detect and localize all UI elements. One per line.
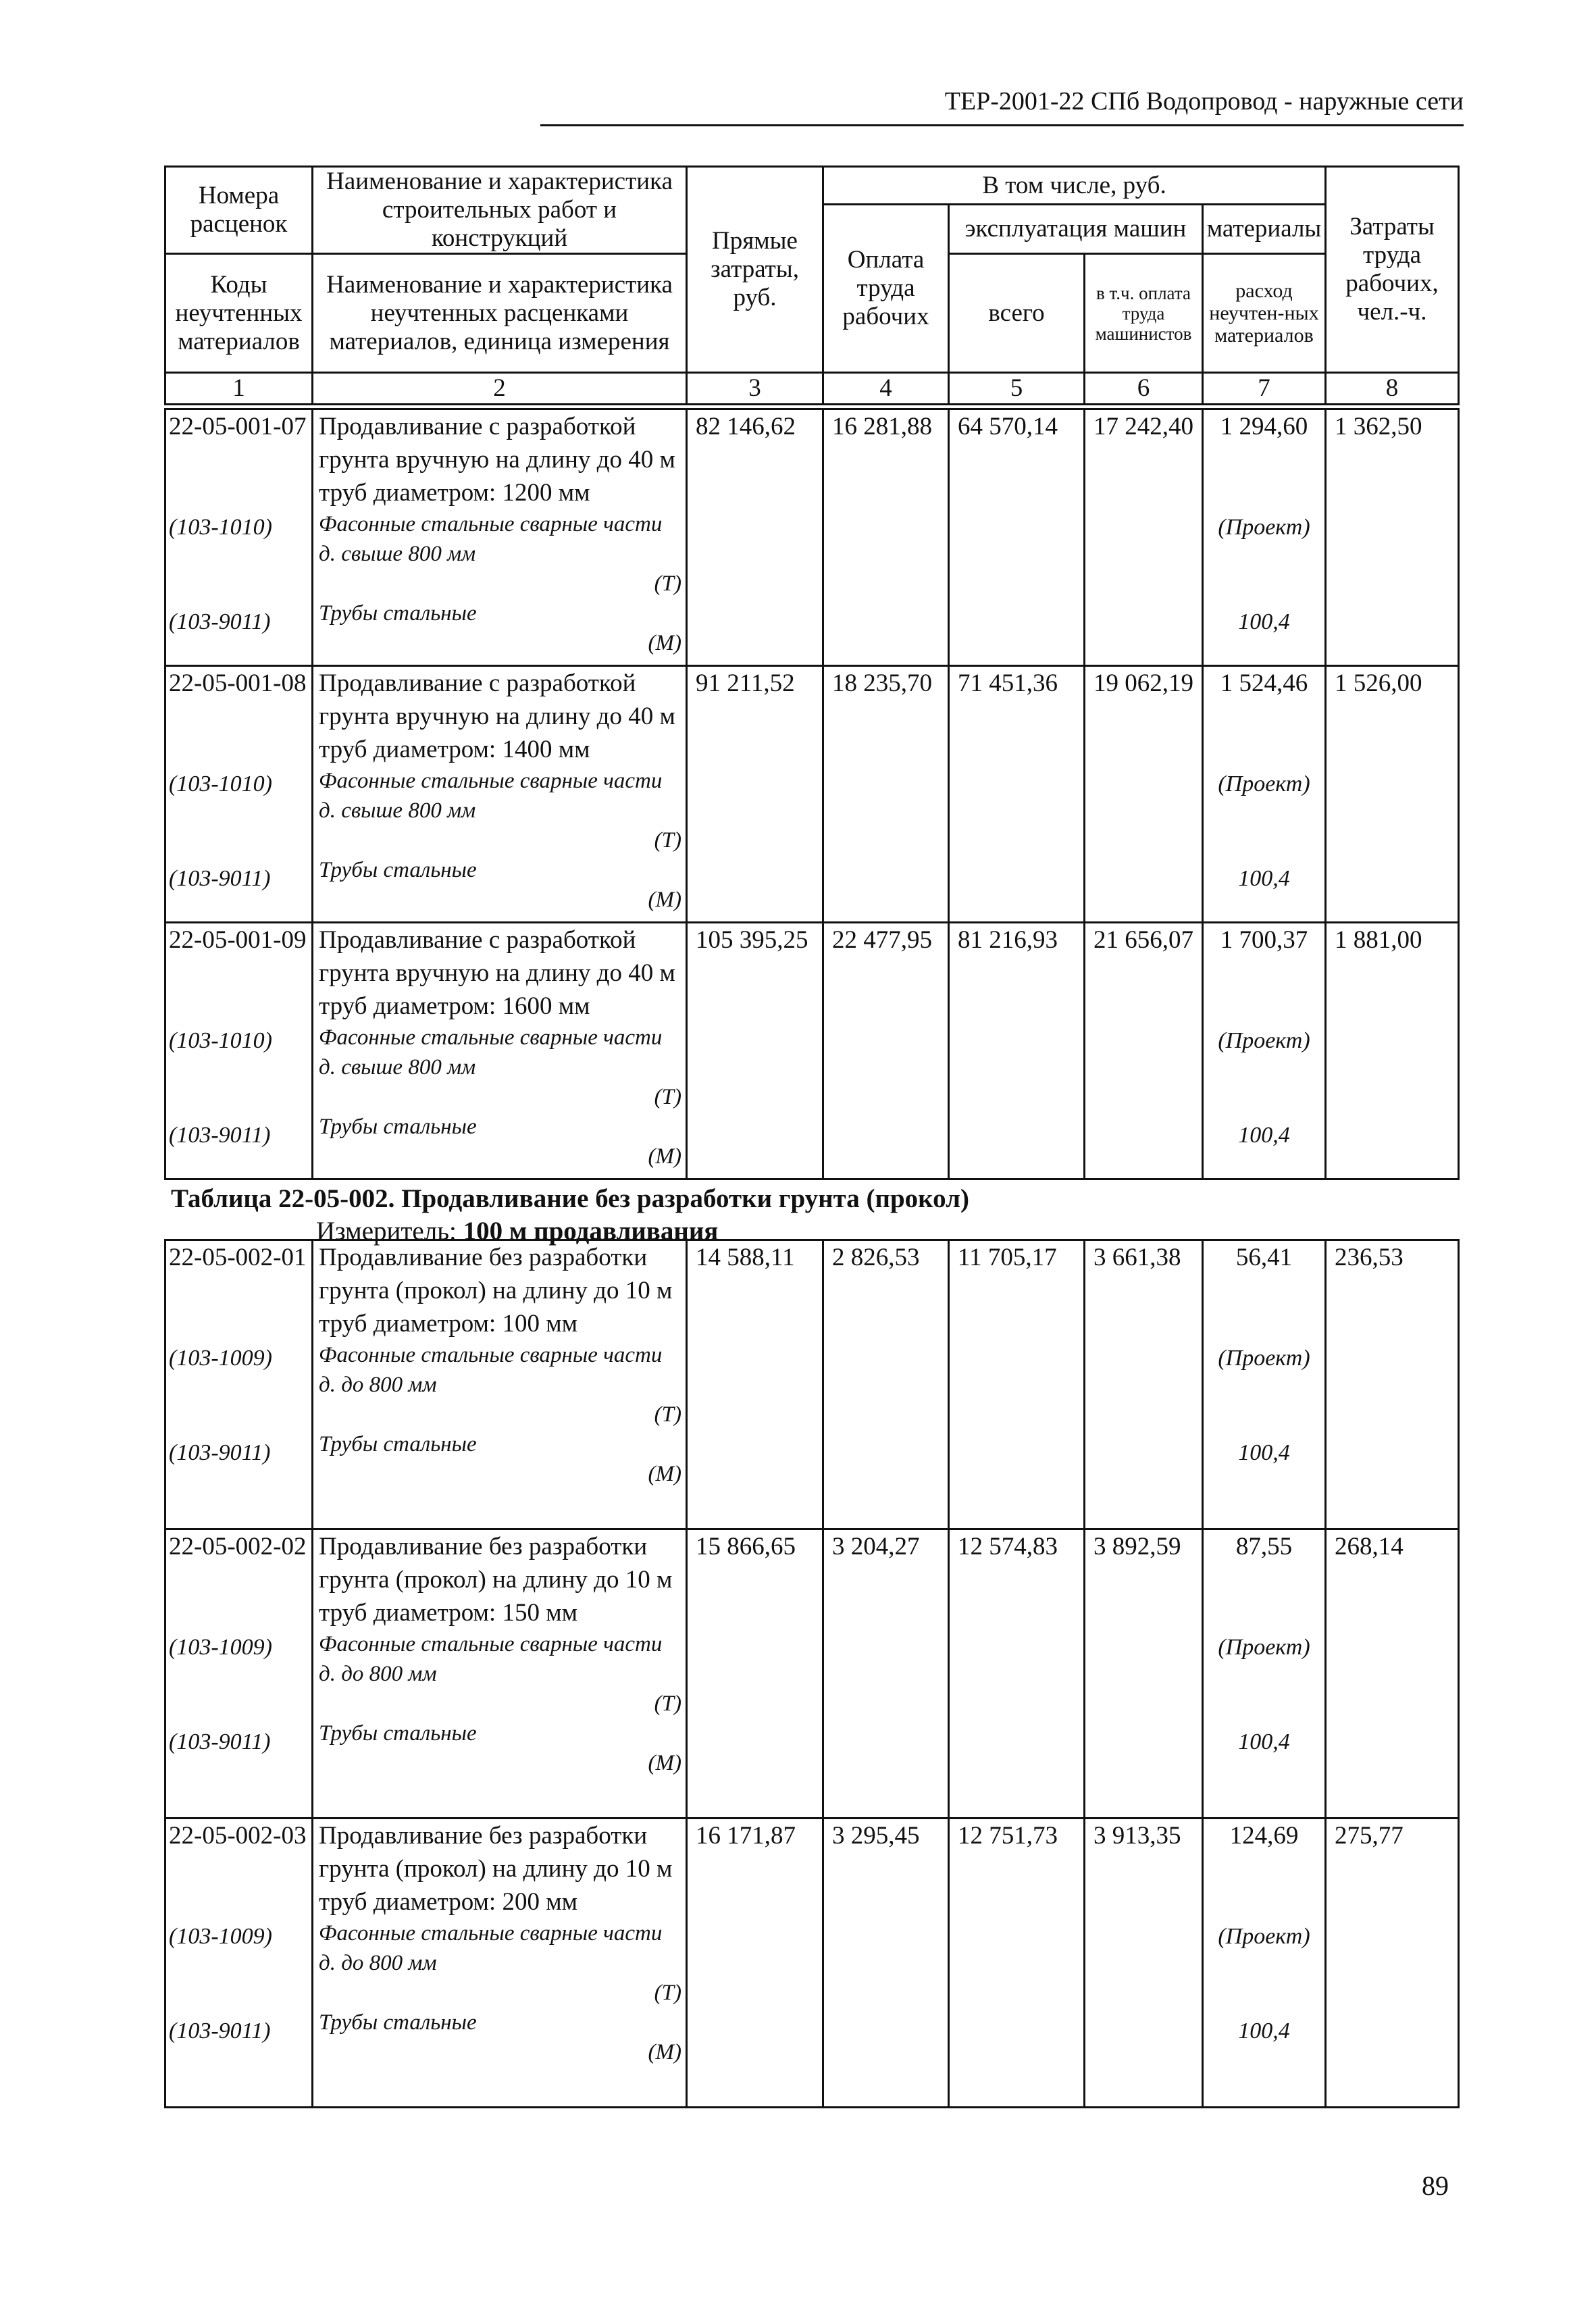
col1-header-top: Номера расценок	[165, 167, 313, 254]
unit-mark: (М)	[648, 1751, 681, 1775]
labor-cost: 2 826,53	[823, 1240, 949, 1529]
material-code: (103-9011)	[169, 866, 271, 891]
rates-table-1	[164, 408, 1460, 1180]
machinist-labor-cost: 17 242,40	[1085, 409, 1203, 666]
col-number: 1	[165, 373, 313, 405]
col-number: 3	[687, 373, 823, 405]
material-consumption: (Проект)	[1218, 1028, 1310, 1053]
material-consumption: 100,4	[1238, 1440, 1290, 1465]
material-consumption: (Проект)	[1218, 1635, 1310, 1660]
material-name: Фасонные стальные сварные части д. свыше 800 мм	[319, 512, 663, 566]
materials-header: материалы	[1203, 205, 1326, 254]
material-consumption: (Проект)	[1218, 1924, 1310, 1949]
unit-mark: (Т)	[654, 1692, 681, 1716]
work-name: Продавливание с разработкой грунта вручную на длину до 40 м труб диаметром: 1400 мм	[319, 669, 675, 763]
col5-header: всего	[949, 254, 1085, 373]
material-name: Фасонные стальные сварные части д. до 800 мм	[319, 1632, 663, 1686]
direct-cost: 14 588,11	[687, 1240, 823, 1529]
material-code: (103-9011)	[169, 609, 271, 634]
direct-cost: 16 171,87	[687, 1819, 823, 2108]
labor-hours: 236,53	[1326, 1240, 1459, 1529]
unit-mark: (Т)	[654, 571, 681, 596]
material-code: (103-1010)	[169, 515, 272, 540]
materials-cost: 87,55	[1235, 1533, 1293, 1560]
work-name: Продавливание без разработки грунта (прокол) на длину до 10 м труб диаметром: 100 мм	[319, 1244, 673, 1338]
work-name: Продавливание с разработкой грунта вручную на длину до 40 м труб диаметром: 1600 мм	[319, 926, 675, 1020]
rate-code: 22-05-002-01	[169, 1244, 307, 1271]
col2-header-bottom: Наименование и характеристика неучтенных расценками материалов, единица измерения	[313, 254, 687, 373]
material-code: (103-9011)	[169, 1729, 271, 1754]
material-name: Фасонные стальные сварные части д. свыше 800 мм	[319, 1025, 663, 1079]
labor-hours: 1 362,50	[1326, 409, 1459, 666]
machine-cost: 12 574,83	[949, 1529, 1085, 1819]
work-name-cell	[313, 1240, 687, 1529]
column-header-table	[164, 166, 1460, 405]
materials-cell	[1203, 1240, 1326, 1529]
rate-code: 22-05-001-08	[169, 669, 307, 697]
labor-hours: 1 526,00	[1326, 666, 1459, 923]
material-name: Трубы стальные	[319, 1432, 477, 1456]
col1-header-bottom: Коды неучтенных материалов	[165, 254, 313, 373]
work-name: Продавливание с разработкой грунта вручную на длину до 40 м труб диаметром: 1200 мм	[319, 413, 675, 507]
work-name-cell	[313, 923, 687, 1179]
table-row	[165, 409, 1459, 666]
col-number: 6	[1085, 373, 1203, 405]
rate-code-cell	[165, 666, 313, 923]
machines-header: эксплуатация машин	[949, 205, 1203, 254]
machinist-labor-cost: 3 913,35	[1085, 1819, 1203, 2108]
table-row	[165, 1819, 1459, 2108]
col-number: 2	[313, 373, 687, 405]
rate-code-cell	[165, 1529, 313, 1819]
col-number: 7	[1203, 373, 1326, 405]
materials-cost: 124,69	[1229, 1822, 1299, 1850]
material-name: Фасонные стальные сварные части д. до 800 мм	[319, 1921, 663, 1975]
labor-hours: 268,14	[1326, 1529, 1459, 1819]
material-code: (103-1009)	[169, 1346, 272, 1371]
materials-cell	[1203, 1529, 1326, 1819]
work-name-cell	[313, 1529, 687, 1819]
material-name: Трубы стальные	[319, 2010, 477, 2035]
work-name-cell	[313, 409, 687, 666]
table-row	[165, 666, 1459, 923]
direct-cost: 82 146,62	[687, 409, 823, 666]
rate-code-cell	[165, 1819, 313, 2108]
materials-cost: 1 700,37	[1220, 926, 1308, 954]
col7-header: расход неучтен-ных материалов	[1203, 254, 1326, 373]
unit-mark: (Т)	[654, 1085, 681, 1109]
labor-cost: 18 235,70	[823, 666, 949, 923]
unit-mark: (Т)	[654, 1402, 681, 1427]
page-number: 89	[1422, 2170, 1449, 2201]
labor-cost: 3 295,45	[823, 1819, 949, 2108]
materials-cost: 1 294,60	[1220, 413, 1308, 440]
machine-cost: 12 751,73	[949, 1819, 1085, 2108]
material-consumption: 100,4	[1238, 1123, 1290, 1148]
direct-cost: 15 866,65	[687, 1529, 823, 1819]
labor-hours: 275,77	[1326, 1819, 1459, 2108]
measure-label: Измеритель:	[316, 1217, 457, 1246]
work-name-cell	[313, 666, 687, 923]
machine-cost: 81 216,93	[949, 923, 1085, 1179]
col6-header: в т.ч. оплата труда машинистов	[1085, 254, 1203, 373]
material-consumption: (Проект)	[1218, 771, 1310, 796]
header-rule	[540, 124, 1464, 126]
rate-code: 22-05-002-03	[169, 1822, 307, 1850]
col2-header-top: Наименование и характеристика строительных работ и конструкций	[313, 167, 687, 254]
material-consumption: (Проект)	[1218, 1346, 1310, 1371]
work-name-cell	[313, 1819, 687, 2108]
col-number: 5	[949, 373, 1085, 405]
material-name: Фасонные стальные сварные части д. свыше 800 мм	[319, 769, 663, 823]
table-row	[165, 1529, 1459, 1819]
unit-mark: (М)	[648, 2040, 681, 2064]
work-name: Продавливание без разработки грунта (прокол) на длину до 10 м труб диаметром: 150 мм	[319, 1533, 673, 1627]
col3-header: Прямые затраты, руб.	[687, 167, 823, 373]
material-code: (103-1009)	[169, 1635, 272, 1660]
material-name: Трубы стальные	[319, 858, 477, 882]
machinist-labor-cost: 3 661,38	[1085, 1240, 1203, 1529]
material-name: Трубы стальные	[319, 1721, 477, 1746]
labor-hours: 1 881,00	[1326, 923, 1459, 1179]
material-consumption: 100,4	[1238, 609, 1290, 634]
direct-cost: 91 211,52	[687, 666, 823, 923]
rate-code-cell	[165, 409, 313, 666]
material-code: (103-9011)	[169, 2018, 271, 2043]
rate-code-cell	[165, 1240, 313, 1529]
material-code: (103-9011)	[169, 1440, 271, 1465]
machinist-labor-cost: 19 062,19	[1085, 666, 1203, 923]
measure-value: 100 м продавливания	[463, 1217, 719, 1246]
material-consumption: 100,4	[1238, 2018, 1290, 2043]
rate-code-cell	[165, 923, 313, 1179]
rate-code: 22-05-002-02	[169, 1533, 307, 1560]
rate-code: 22-05-001-09	[169, 926, 307, 954]
materials-cell	[1203, 1819, 1326, 2108]
unit-mark: (Т)	[654, 828, 681, 853]
document-header: ТЕР-2001-22 СПб Водопровод - наружные сети	[944, 87, 1464, 116]
materials-cell	[1203, 923, 1326, 1179]
col4-header: Оплата труда рабочих	[823, 205, 949, 373]
machine-cost: 11 705,17	[949, 1240, 1085, 1529]
machine-cost: 71 451,36	[949, 666, 1085, 923]
included-header: В том числе, руб.	[823, 167, 1326, 205]
unit-mark: (М)	[648, 1462, 681, 1486]
materials-cell	[1203, 666, 1326, 923]
material-consumption: 100,4	[1238, 1729, 1290, 1754]
labor-cost: 22 477,95	[823, 923, 949, 1179]
material-name: Фасонные стальные сварные части д. до 800 мм	[319, 1343, 663, 1397]
material-consumption: 100,4	[1238, 866, 1290, 891]
table-row	[165, 923, 1459, 1179]
unit-mark: (М)	[648, 631, 681, 655]
machinist-labor-cost: 3 892,59	[1085, 1529, 1203, 1819]
table-row	[165, 1240, 1459, 1529]
materials-cost: 56,41	[1235, 1244, 1293, 1271]
rate-code: 22-05-001-07	[169, 413, 307, 440]
material-name: Трубы стальные	[319, 1115, 477, 1139]
material-code: (103-1010)	[169, 1028, 272, 1053]
machine-cost: 64 570,14	[949, 409, 1085, 666]
materials-cell	[1203, 409, 1326, 666]
materials-cost: 1 524,46	[1220, 669, 1308, 697]
unit-mark: (М)	[648, 1144, 681, 1169]
rates-table-2	[164, 1239, 1460, 2108]
material-code: (103-9011)	[169, 1123, 271, 1148]
material-code: (103-1010)	[169, 771, 272, 796]
material-name: Трубы стальные	[319, 601, 477, 626]
unit-mark: (Т)	[654, 1981, 681, 2005]
labor-cost: 3 204,27	[823, 1529, 949, 1819]
col-number: 4	[823, 373, 949, 405]
direct-cost: 105 395,25	[687, 923, 823, 1179]
col8-header: Затраты труда рабочих, чел.-ч.	[1326, 167, 1459, 373]
machinist-labor-cost: 21 656,07	[1085, 923, 1203, 1179]
unit-mark: (М)	[648, 888, 681, 912]
col-number: 8	[1326, 373, 1459, 405]
labor-cost: 16 281,88	[823, 409, 949, 666]
section-title: Таблица 22-05-002. Продавливание без разработки грунта (прокол)	[171, 1184, 969, 1213]
material-code: (103-1009)	[169, 1924, 272, 1949]
work-name: Продавливание без разработки грунта (прокол) на длину до 10 м труб диаметром: 200 мм	[319, 1822, 673, 1916]
material-consumption: (Проект)	[1218, 515, 1310, 540]
